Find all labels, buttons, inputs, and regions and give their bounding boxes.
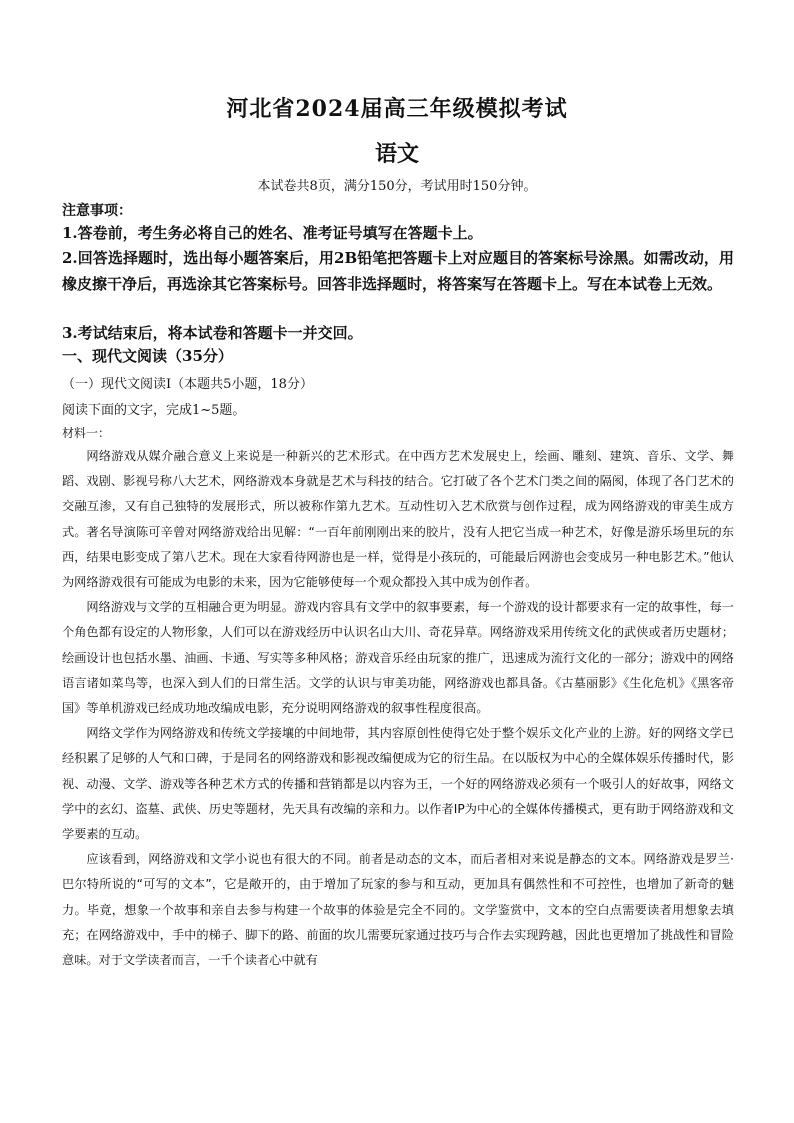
exam-title: 河北省2024届高三年级模拟考试 [226,96,568,122]
passage-paragraph: 网络游戏从媒介融合意义上来说是一种新兴的艺术形式。在中西方艺术发展史上，绘画、雕刻、建筑、音乐、文学、舞蹈、戏剧、影视号称八大艺术，网络游戏本身就是艺术与科技的结合。它打破了各个艺术门类之间的隔阂，体现了各门艺术的交融互渗，又有自己独特的发展形式，所以被称作第九艺术。互动性切入艺术欣赏与创作过程，成为网络游戏的审美生成方式。著名导演陈可辛曾对网络游戏给出见解：“一百年前刚刚出来的胶片，没有人把它当成一种艺术，好像是游乐场里玩的东西，结果电影变成了第八艺术。现在大家看待网游也是一样，觉得是小孩玩的，可能最后网游也会变成另一种电影艺术。”他认为网络游戏很有可能成为电影的未来，因为它能够使每一个观众都投入其中成为创作者。 [62,449,734,590]
note-item-1: 1.答卷前，考生务必将自己的姓名、准考证号填写在答题卡上。 [62,224,483,242]
note-item-3: 3.考试结束后，将本试卷和答题卡一并交回。 [62,324,363,342]
passage-paragraph: 网络游戏与文学的互相融合更为明显。游戏内容具有文学中的叙事要素，每一个游戏的设计都要求有一定的故事性，每一个角色都有设定的人物形象，人们可以在游戏经历中认识名山大川、奇花异草。网络游戏采用传统文化的武侠或者历史题材；绘画设计也包括水墨、油画、卡通、写实等多种风格；游戏音乐经由玩家的推广，迅速成为流行文化的一部分；游戏中的网络语言诸如菜鸟等，也深入到人们的日常生活。文学的认识与审美功能，网络游戏也都具备。《古墓丽影》《生化危机》《黑客帝国》等单机游戏已经成功地改编成电影，充分说明网络游戏的叙事性程度很高。 [62,600,734,716]
passage-paragraph: 网络文学作为网络游戏和传统文学接壤的中间地带，其内容原创性使得它处于整个娱乐文化产业的上游。好的网络文学已经积累了足够的人气和口碑，于是同名的网络游戏和影视改编便成为它的衍生品。在以版权为中心的全媒体娱乐传播时代，影视、动漫、文学、游戏等各种艺术方式的传播和营销都是以内容为王，一个好的网络游戏必须有一个吸引人的好故事，网络文学中的玄幻、盗墓、武侠、历史等题材，先天具有改编的亲和力。以作者IP为中心的全媒体传播模式，更有助于网络游戏和文学要素的互动。 [62,726,734,842]
subsection-heading: （一）现代文阅读Ⅰ（本题共5小题，18分） [62,377,313,392]
section-heading: 一、现代文阅读（35分） [62,347,233,365]
reading-passage [62,444,734,973]
passage-paragraph: 应该看到，网络游戏和文学小说也有很大的不同。前者是动态的文本，而后者相对来说是静态的文本。网络游戏是罗兰·巴尔特所说的“可写的文本”，它是敞开的，由于增加了玩家的参与和互动，更加具有偶然性和不可控性，也增加了新奇的魅力。毕竟，想象一个故事和亲自去参与构建一个故事的体验是完全不同的。文学鉴赏中，文本的空白点需要读者用想象去填充；在网络游戏中，手中的梯子、脚下的路、前面的坎儿需要玩家通过技巧与合作去实现跨越，因此也更增加了挑战性和冒险意味。对于文学读者而言，一千个读者心中就有 [62,852,734,968]
exam-info: 本试卷共8页，满分150分，考试用时150分钟。 [257,179,537,194]
material-label: 材料一： [62,426,111,440]
note-item-2: 2.回答选择题时，选出每小题答案后，用2B铅笔把答题卡上对应题目的答案标号涂黑。如需改动，用橡皮擦干净后，再选涂其它答案标号。回答非选择题时，将答案写在答题卡上。写在本试卷上无效。 [62,249,734,293]
notes-heading: 注意事项： [62,203,132,219]
subject-title: 语文 [374,141,419,167]
reading-instruction: 阅读下面的文字，完成1~5题。 [62,403,246,418]
